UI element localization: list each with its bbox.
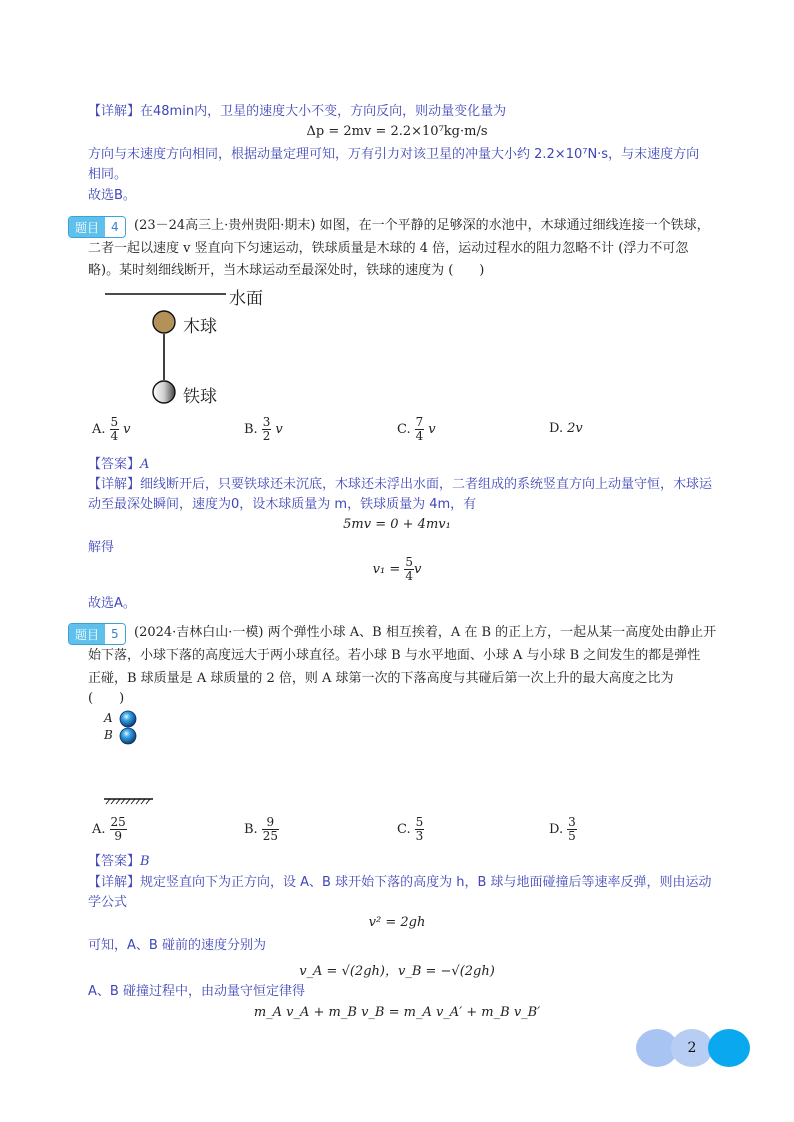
- fraction: $\frac{3}{5}$: [568, 815, 576, 843]
- answer-value: B: [140, 854, 150, 869]
- question-badge: [68, 623, 126, 645]
- option-b[interactable]: B. $\frac{3}{2}$ v: [244, 415, 283, 443]
- badge-number: 5: [105, 624, 125, 644]
- detail-line: 可知，A、B 碰前的速度分别为: [88, 938, 266, 953]
- iron-ball-label: 铁球: [183, 387, 217, 407]
- equation-kinematics: v² = 2gh: [368, 915, 426, 930]
- detail-paragraph: 【详解】细线断开后，只要铁球还未沉底，木球还未浮出水面，二者组成的系统竖直方向上动量守恒，木球运: [88, 477, 713, 492]
- question-text: 略)。某时刻细线断开，当木球运动至最深处时，铁球的速度为 ( ): [88, 263, 485, 278]
- detail-paragraph: 【详解】规定竖直向下为正方向，设 A、B 球开始下落的高度为 h，B 球与地面碰撞后等速率反弹，则由运动: [88, 875, 712, 890]
- badge-number: 4: [105, 217, 125, 237]
- option-d[interactable]: D. 2v: [549, 421, 583, 436]
- detail-line: 相同。: [88, 167, 128, 182]
- fraction: $\frac{9}{25}$: [262, 815, 278, 843]
- fraction: $\frac{5}{4}$: [405, 555, 413, 583]
- detail-label: 【详解】: [88, 875, 141, 890]
- fraction: $\frac{7}{4}$: [415, 415, 424, 443]
- question-text: 正碰，B 球质量是 A 球质量的 2 倍，则 A 球第一次的下落高度与其碰后第一次上升的最大高度之比为: [88, 671, 674, 686]
- conclusion: 故选B。: [88, 188, 136, 203]
- option-a[interactable]: A. $\frac{25}{9}$: [92, 815, 126, 843]
- ball-a-label: A: [104, 711, 113, 725]
- answer-line: [88, 853, 150, 871]
- answer-label: 【答案】: [88, 854, 141, 869]
- detail-line: 动至最深处瞬间，速度为0，设木球质量为 m，铁球质量为 4m，有: [88, 497, 477, 512]
- question-text: ( ): [88, 691, 125, 706]
- question-text: (23－24高三上·贵州贵阳·期末) 如图，在一个平静的足够深的水池中，木球通过细线连接一个铁球，: [134, 218, 710, 233]
- detail-paragraph-1: [88, 103, 506, 121]
- detail-line: A、B 碰撞过程中，由动量守恒定律得: [88, 984, 305, 999]
- badge-label: 题目: [69, 624, 105, 644]
- equation-collision-momentum: m_A v_A + m_B v_B = m_A v_A′ + m_B v_B′: [253, 1005, 541, 1020]
- water-surface-label: 水面: [229, 289, 263, 309]
- ground-hatch: [106, 799, 150, 804]
- answer-value: A: [140, 457, 150, 472]
- answer-label: 【答案】: [88, 457, 141, 472]
- fraction: $\frac{5}{3}$: [415, 815, 424, 843]
- equation-momentum-change: Δp = 2mv = 2.2×10⁷kg·m/s: [306, 124, 488, 139]
- footer-circle-right: [708, 1029, 750, 1067]
- detail-text: 在48min内，卫星的速度大小不变，方向反向，则动量变化量为: [140, 104, 507, 119]
- wood-ball-label: 木球: [183, 317, 217, 337]
- page-number: 2: [687, 1040, 697, 1056]
- answer-line: [88, 456, 149, 474]
- conclusion: 故选A。: [88, 596, 136, 611]
- solve-label: 解得: [88, 540, 115, 555]
- ball-a: [120, 711, 136, 727]
- equation-velocities: v_A = √(2gh)，v_B = −√(2gh): [299, 964, 495, 979]
- fraction: $\frac{3}{2}$: [262, 415, 271, 443]
- option-c[interactable]: C. $\frac{5}{3}$: [397, 815, 424, 843]
- fraction: $\frac{25}{9}$: [110, 815, 126, 843]
- equation-result: v₁ = $\frac{5}{4}$ v: [372, 555, 422, 583]
- ball-b-label: B: [104, 728, 113, 742]
- option-b[interactable]: B. $\frac{9}{25}$: [244, 815, 278, 843]
- question-text: 始下落，小球下落的高度远大于两小球直径。若小球 B 与水平地面、小球 A 与小球 B 之间发生的都是弹性: [88, 648, 701, 663]
- equation-momentum-conservation: 5mv = 0 + 4mv₁: [343, 517, 451, 532]
- question-badge: [68, 216, 126, 238]
- ball-b: [120, 728, 136, 744]
- detail-label: 【详解】: [88, 104, 141, 119]
- question-text: (2024·吉林白山·一模) 两个弹性小球 A、B 相互挨着，A 在 B 的正上方，一起从某一高度处由静止开: [134, 625, 717, 640]
- option-a[interactable]: A. $\frac{5}{4}$ v: [92, 415, 131, 443]
- question-text: 二者一起以速度 v 竖直向下匀速运动，铁球质量是木球的 4 倍，运动过程水的阻力忽略不计 (浮力不可忽: [88, 241, 689, 256]
- option-d[interactable]: D. $\frac{3}{5}$: [549, 815, 576, 843]
- wood-ball: [153, 311, 175, 333]
- badge-label: 题目: [69, 217, 105, 237]
- detail-line: 学公式: [88, 895, 128, 910]
- fraction: $\frac{5}{4}$: [110, 415, 119, 443]
- iron-ball: [153, 381, 175, 403]
- detail-line: 方向与末速度方向相同，根据动量定理可知，万有引力对该卫星的冲量大小约 2.2×10⁷N·s，与末速度方向: [88, 147, 700, 162]
- option-c[interactable]: C. $\frac{7}{4}$ v: [397, 415, 436, 443]
- detail-label: 【详解】: [88, 477, 141, 492]
